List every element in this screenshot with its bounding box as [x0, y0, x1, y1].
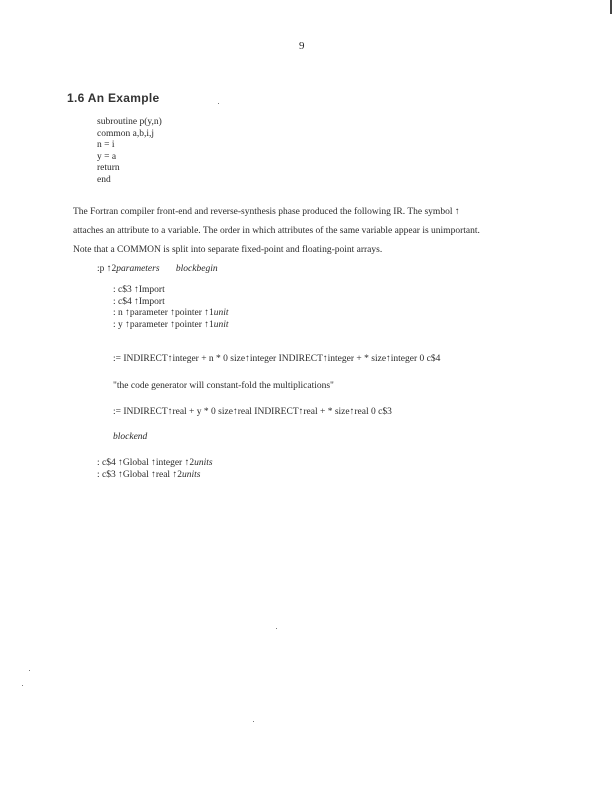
scan-speck: [276, 628, 277, 629]
ir-attributes: [113, 285, 229, 331]
ir-global-line: : c$3 ↑Global ↑real ↑2units: [97, 469, 201, 480]
section-heading: 1.6 An Example: [67, 91, 160, 105]
body-paragraph: [73, 203, 543, 260]
ir-header-prefix: :p ↑2: [97, 264, 117, 274]
code-line: y = a: [97, 151, 117, 162]
code-line: end: [97, 174, 111, 185]
ir-header-block: blockbegin: [175, 264, 218, 274]
ir-header-params: parameters: [116, 264, 160, 274]
ir-comment: "the code generator will constant-fold the multiplications": [113, 381, 334, 391]
ir-globals: [97, 458, 213, 481]
ir-attr-line: : y ↑parameter ↑pointer ↑1unit: [113, 319, 229, 330]
scan-speck: [253, 721, 254, 722]
paragraph-line: attaches an attribute to a variable. The order in which attributes of the same variable appear is unimportant.: [73, 226, 480, 236]
paragraph-line: Note that a COMMON is split into separate fixed-point and floating-point arrays.: [73, 245, 383, 255]
ir-global-line: : c$4 ↑Global ↑integer ↑2units: [97, 458, 213, 468]
code-listing: [97, 117, 162, 187]
ir-attr-line: : c$4 ↑Import: [113, 296, 165, 307]
ir-blockend: blockend: [113, 432, 148, 442]
ir-assign-real: := INDIRECT↑real + y * 0 size↑real INDIRECT↑real + * size↑real 0 c$3: [113, 407, 392, 417]
scan-speck: [22, 685, 23, 686]
code-line: return: [97, 163, 120, 174]
page-number: 9: [299, 40, 305, 52]
ir-assign-integer: := INDIRECT↑integer + n * 0 size↑integer INDIRECT↑integer + * size↑integer 0 c$4: [113, 354, 441, 364]
code-line: subroutine p(y,n): [97, 117, 162, 127]
code-line: common a,b,i,j: [97, 128, 154, 139]
scan-speck: [218, 103, 219, 104]
code-line: n = i: [97, 140, 115, 151]
paragraph-line: The Fortran compiler front-end and reverse-synthesis phase produced the following IR. The symbol ↑: [73, 207, 460, 217]
ir-header: [97, 264, 218, 274]
ir-attr-line: : n ↑parameter ↑pointer ↑1unit: [113, 308, 229, 319]
scan-speck: [29, 670, 30, 671]
ir-attr-line: : c$3 ↑Import: [113, 285, 165, 295]
